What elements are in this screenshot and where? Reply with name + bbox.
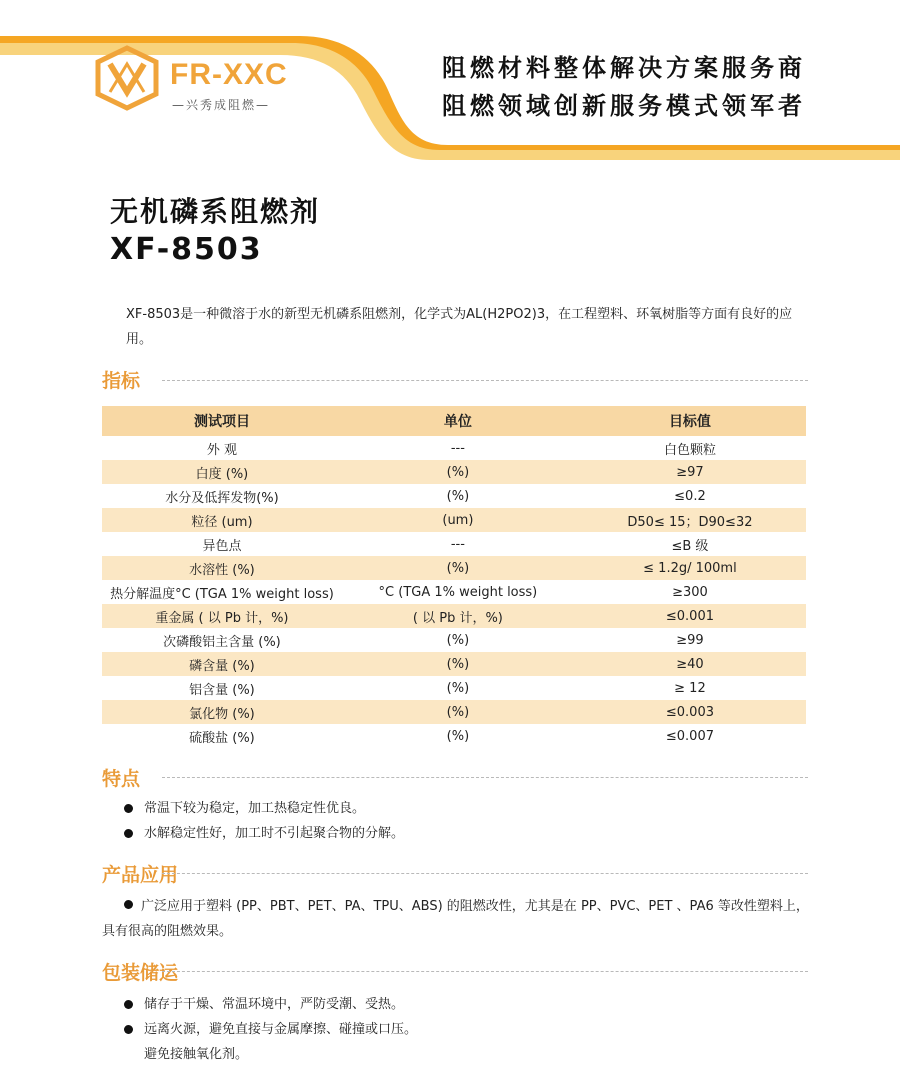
spec-cell-target: ≥99 [676,632,704,648]
list-item [124,821,404,846]
feature-text: 水解稳定性好，加工时不引起聚合物的分解。 [144,826,405,841]
table-row [102,628,806,652]
spec-header-target: 目标值 [574,406,806,436]
list-item [124,796,404,821]
bullet-dot-icon [124,829,133,838]
spec-cell-item: 异色点 [202,538,242,554]
table-row [102,724,806,748]
spec-cell-target: ≤0.001 [574,604,806,628]
storage-extra-text: 避免接触氧化剂。 [144,1047,249,1062]
storage-list [124,992,417,1067]
section-divider [162,380,808,381]
product-model: XF-8503 [110,232,263,267]
table-row [102,436,806,460]
spec-cell-target: ≤0.003 [574,700,806,724]
list-item [124,1017,417,1042]
spec-cell-unit: ( 以 Pb 计，%) [342,604,574,628]
spec-cell-target: ≥97 [574,460,806,484]
table-row [102,580,806,604]
spec-cell-unit: --- [450,536,465,552]
spec-cell-item: 外 观 [206,442,238,458]
spec-cell-unit: (%) [446,728,470,744]
spec-cell-unit: (um) [342,508,574,532]
spec-cell-unit: (%) [342,700,574,724]
spec-cell-target: ≤ 1.2g/ 100ml [574,556,806,580]
spec-cell-target: ≥40 [574,652,806,676]
spec-cell-target: ≤0.007 [665,728,714,744]
product-title: 无机磷系阻燃剂 [110,195,321,228]
spec-header-unit: 单位 [342,406,574,436]
section-heading-spec: 指标 [102,370,141,392]
list-item [124,992,417,1017]
spec-cell-target: ≥ 12 [674,680,706,696]
features-list [124,796,404,846]
spec-cell-unit: (%) [342,652,574,676]
spec-cell-unit: (%) [446,632,470,648]
spec-cell-target: ≤0.2 [674,488,706,504]
table-row [102,460,806,484]
spec-cell-item: 硫酸盐 (%) [189,730,255,746]
page-header [0,0,900,160]
bullet-dot-icon [124,1000,133,1009]
application-paragraph [102,894,814,944]
table-row [102,652,806,676]
slogan-line-1: 阻燃材料整体解决方案服务商 [442,54,806,82]
bullet-dot-icon [124,900,133,909]
spec-cell-unit: (%) [446,680,470,696]
table-row [102,700,806,724]
storage-text: 储存于干燥、常温环境中，严防受潮、受热。 [144,997,405,1012]
spec-cell-unit: (%) [446,488,470,504]
section-divider [162,971,808,972]
spec-cell-unit: (%) [342,556,574,580]
table-row [102,604,806,628]
brand-logo-mark [98,48,156,108]
spec-cell-target: ≥300 [672,584,708,600]
spec-cell-item: 热分解温度°C (TGA 1% weight loss) [110,586,334,602]
section-heading-features: 特点 [102,768,141,790]
bullet-dot-icon [124,1025,133,1034]
spec-cell-item: 铝含量 (%) [189,682,255,698]
table-row [102,508,806,532]
spec-cell-unit: °C (TGA 1% weight loss) [378,584,538,600]
spec-cell-item: 磷含量 (%) [102,652,342,676]
spec-cell-item: 氯化物 (%) [102,700,342,724]
feature-text: 常温下较为稳定，加工热稳定性优良。 [144,801,366,816]
spec-header-item: 测试项目 [102,406,342,436]
table-row [102,676,806,700]
spec-cell-item: 水分及低挥发物(%) [165,490,279,506]
spec-cell-item: 白度 (%) [102,460,342,484]
spec-table-header-row [102,406,806,436]
table-row [102,532,806,556]
spec-table [102,406,806,748]
section-heading-application: 产品应用 [102,864,179,886]
spec-cell-item: 粒径 (um) [102,508,342,532]
spec-cell-target: ≤B 级 [671,538,709,554]
section-heading-storage: 包装储运 [102,962,179,984]
section-divider [162,777,808,778]
slogan-line-2: 阻燃领域创新服务模式领军者 [442,92,806,120]
bullet-dot-icon [124,804,133,813]
section-divider [162,873,808,874]
spec-cell-target: D50≤ 15；D90≤32 [574,508,806,532]
table-row [102,556,806,580]
spec-cell-target: 白色颗粒 [663,442,716,458]
brand-logo-text: FR-XXC [170,58,288,91]
spec-cell-item: 次磷酸铝主含量 (%) [163,634,281,650]
product-intro: XF-8503是一种微溶于水的新型无机磷系阻燃剂，化学式为AL(H2PO2)3，在工程塑料、环氧树脂等方面有良好的应用。 [126,307,793,347]
spec-cell-unit: (%) [342,460,574,484]
spec-cell-unit: --- [450,440,465,456]
spec-cell-item: 重金属 ( 以 Pb 计，%) [102,604,342,628]
storage-text: 远离火源，避免直接与金属摩擦、碰撞或口压。 [144,1022,418,1037]
application-text: 广泛应用于塑料 (PP、PBT、PET、PA、TPU、ABS) 的阻燃改性，尤其是在 PP、PVC、PET 、PA6 等改性塑料上，具有很高的阻燃效果。 [102,899,809,939]
table-row [102,484,806,508]
brand-logo-subtitle: —兴秀成阻燃— [172,98,271,112]
spec-cell-item: 水溶性 (%) [102,556,342,580]
